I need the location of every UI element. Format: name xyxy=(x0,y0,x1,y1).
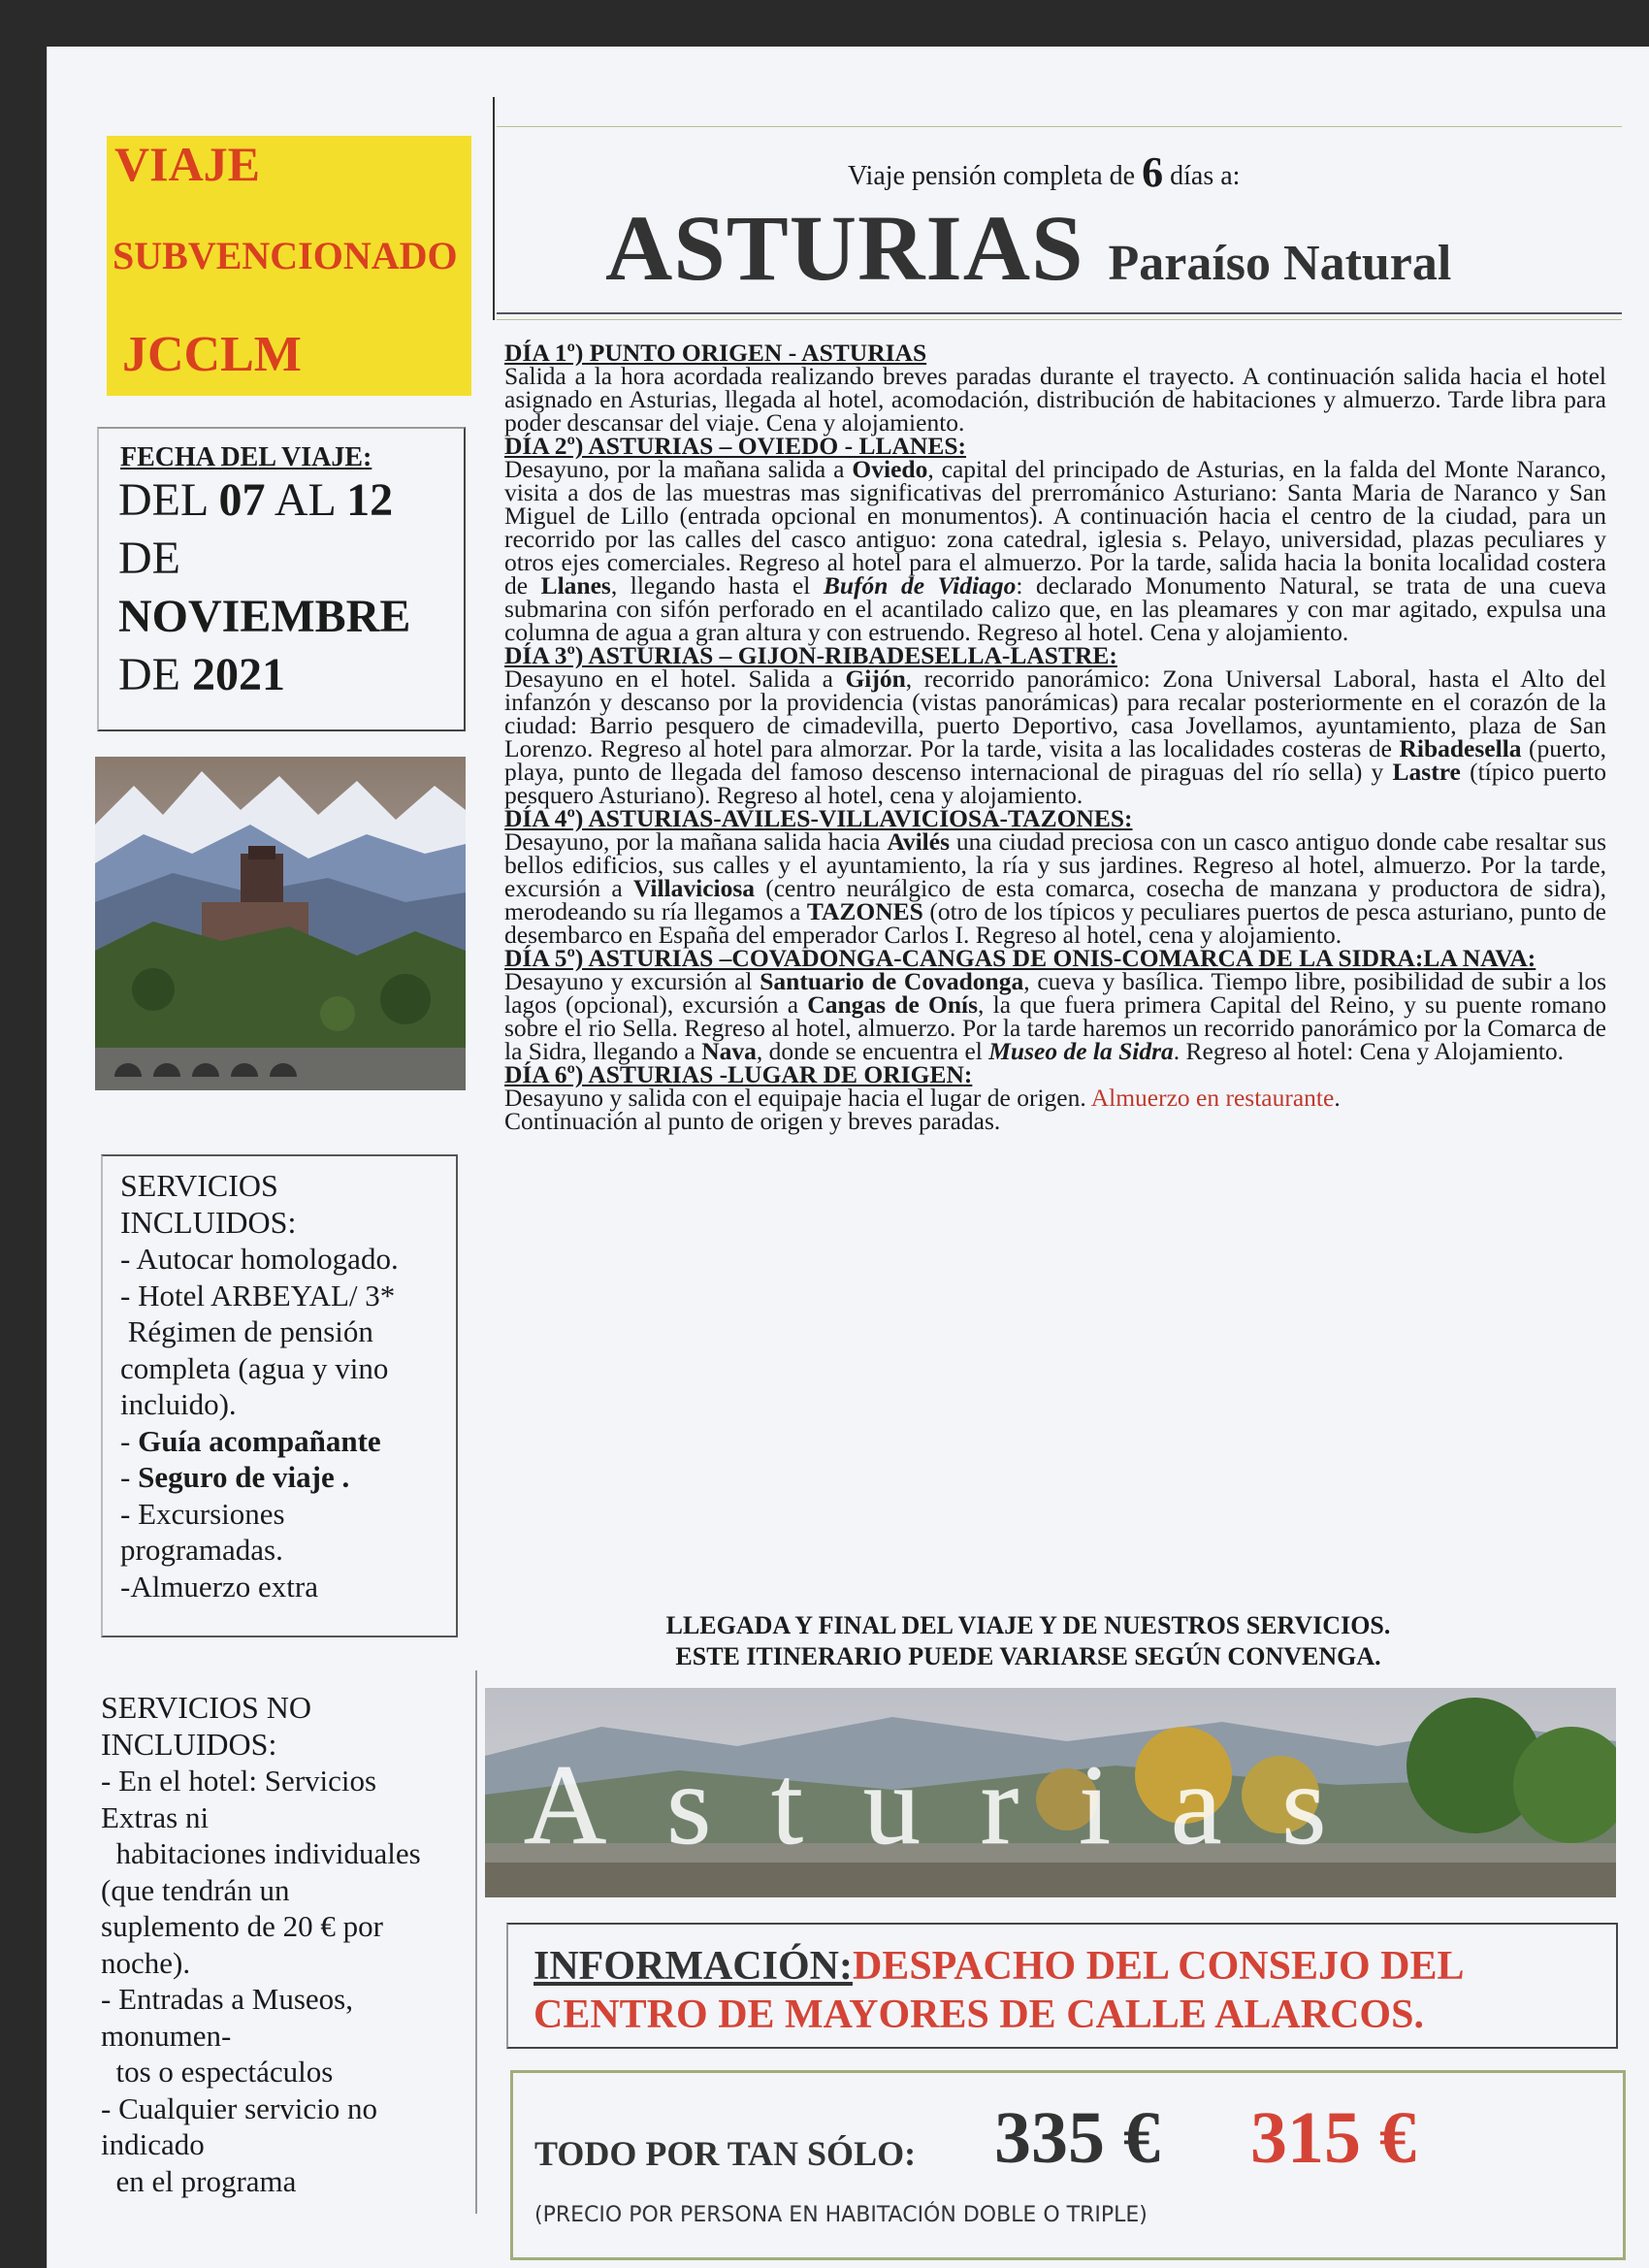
badge-line-3: JCCLM xyxy=(122,327,302,382)
trip-date-line-1 xyxy=(118,471,393,530)
badge-line-1: VIAJE xyxy=(114,137,261,191)
day-2-heading: DÍA 2º) ASTURIAS – OVIEDO - LLANES: xyxy=(504,432,967,460)
included-item: Régimen de pensión xyxy=(120,1314,373,1348)
not-included-item: - Cualquier servicio no xyxy=(101,2090,377,2125)
day-5-heading: DÍA 5º) ASTURIAS –COVADONGA-CANGAS DE ONIS-COMARCA DE LA SIDRA:LA NAVA: xyxy=(504,944,1536,972)
not-included-item: en el programa xyxy=(101,2163,297,2198)
title-subtitle: Paraíso Natural xyxy=(1108,236,1452,291)
not-included-item: tos o espectáculos xyxy=(101,2055,334,2089)
closing-line-1: LLEGADA Y FINAL DEL VIAJE Y DE NUESTROS SERVICIOS. xyxy=(665,1611,1391,1639)
subtitle-text: días a: xyxy=(1170,161,1241,191)
day-3-text: Desayuno en el hotel. Salida a Gijón, recorrido panorámico: Zona Universal Laboral, hasta el Alto del infanzón y descanso por la providencia (vistas panorámicas) para recalar posteriormente en el corazón de la ciudad: Barrio pesquero de cimadevilla, puerto Deportivo, casa Jovellamos, ayuntamiento, plaza de San Lorenzo. Regreso al hotel para almorzar. Por la tarde, visita a las localidades costeras de Ribadesella (puerto, playa, punto de llegada del famoso descenso internacional de piraguas del río sella) y Lastre (típico puerto pesquero Asturiano). Regreso al hotel, cena y alojamiento. xyxy=(504,664,1606,809)
day-2-text: Desayuno, por la mañana salida a Oviedo, capital del principado de Asturias, en la falda del Monte Naranco, visita a dos de las muestras mas significativas del prerrománico Asturiano: Santa Maria de Naranco y San Miguel de Lillo (entrada opcional en monumentos). A continuación hacia el centro de la ciudad, para un recorrido por las calles del casco antiguo: zona catedral, iglesia s. Pelayo, universidad, plazas peculiares y otros ejes comerciales. Regreso al hotel para el almuerzo. Por la tarde, salida hacia la bonita localidad costera de Llanes, llegando hasta el Bufón de Vidiago: declarado Monumento Natural, se trata de una cueva submarina con sifón perforado en el acantilado calizo que, en las pleamares y con mar agitado, expulsa una columna de agua a gran altura y con estruendo. Regreso al hotel. Cena y alojamiento. xyxy=(504,455,1606,646)
day-4-text: Desayuno, por la mañana salida hacia Avilés una ciudad preciosa con un casco antiguo donde cabe resaltar sus bellos edificios, sus calles y el ayuntamiento, la ría y sus jardines. Regreso al hotel, almuerzo. Por la tarde, excursión a Villaviciosa (centro neurálgico de esta comarca, cosecha de manzana y productora de sidra), merodeando su ría llegamos a TAZONES (otro de los típicos y peculiares puertos de pesca asturiano, punto de desembarco en España del emperador Carlos I. Regreso al hotel, cena y alojamiento. xyxy=(504,827,1606,949)
not-included-item: (que tendrán un xyxy=(101,1872,290,1907)
included-item: - Excursiones xyxy=(120,1496,285,1531)
day-6-heading: DÍA 6º) ASTURIAS -LUGAR DE ORIGEN: xyxy=(504,1060,973,1088)
included-services-box xyxy=(101,1154,458,1637)
date-start-day: 07 xyxy=(218,474,266,526)
included-services-title-2: INCLUIDOS: xyxy=(120,1204,297,1240)
mountain-village-image xyxy=(95,757,466,1090)
asturias-banner-image xyxy=(485,1688,1616,1897)
included-item: incluido). xyxy=(120,1387,237,1421)
date-word: DE xyxy=(118,649,180,700)
old-price: 335 € xyxy=(994,2097,1160,2179)
not-included-title-1: SERVICIOS NO xyxy=(101,1690,312,1725)
trip-date-month: NOVIEMBRE xyxy=(118,591,411,642)
not-included-item: indicado xyxy=(101,2127,205,2161)
page-title xyxy=(605,194,1451,302)
not-included-item: suplemento de 20 € por xyxy=(101,1909,384,1943)
mountain-village-photo xyxy=(95,757,466,1090)
trip-date-box xyxy=(97,427,466,731)
subtitle-text: Viaje pensión completa de xyxy=(848,161,1136,191)
information-label: INFORMACIÓN: xyxy=(534,1944,853,1989)
itinerary xyxy=(504,341,1606,1133)
badge-line-2: SUBVENCIONADO xyxy=(113,234,458,277)
day-4-heading: DÍA 4º) ASTURIAS-AVILES-VILLAVICIOSA-TAZONES: xyxy=(504,804,1133,832)
divider xyxy=(497,319,1622,320)
date-word: AL xyxy=(274,474,336,526)
information-text xyxy=(534,1942,1464,2039)
date-year: 2021 xyxy=(191,649,285,700)
banner-word: Asturias xyxy=(524,1741,1387,1868)
price-note: (PRECIO POR PERSONA EN HABITACIÓN DOBLE O TRIPLE) xyxy=(534,2203,1148,2227)
information-line-2: CENTRO DE MAYORES DE CALLE ALARCOS. xyxy=(534,1993,1424,2037)
closing-line-2: ESTE ITINERARIO PUEDE VARIARSE SEGÚN CONVENGA. xyxy=(675,1642,1381,1670)
subsidy-badge xyxy=(107,136,471,396)
not-included-item: - Entradas a Museos, xyxy=(101,1982,353,2016)
title-asturias: ASTURIAS xyxy=(605,196,1084,300)
asturias-banner xyxy=(485,1688,1616,1897)
divider xyxy=(493,97,495,320)
not-included-title-2: INCLUIDOS: xyxy=(101,1726,277,1762)
not-included-item: noche). xyxy=(101,1945,191,1980)
information-box xyxy=(506,1923,1618,2049)
day-1-text: Salida a la hora acordada realizando breves paradas durante el trayecto. A continuación salida hacia el hotel asignado en Asturias, llegada al hotel, acomodación, distribución de habitaciones y almuerzo. Tarde libra para poder descansar del viaje. Cena y alojamiento. xyxy=(504,362,1606,437)
divider xyxy=(497,126,1622,127)
not-included-item: - En el hotel: Servicios xyxy=(101,1764,377,1798)
included-item: programadas. xyxy=(120,1533,283,1567)
information-line-1: DESPACHO DEL CONSEJO DEL xyxy=(852,1944,1465,1989)
divider xyxy=(475,1670,477,2214)
included-item: completa (agua y vino xyxy=(120,1350,389,1385)
day-1-heading: DÍA 1º) PUNTO ORIGEN - ASTURIAS xyxy=(504,339,927,367)
not-included-item: Extras ni xyxy=(101,1799,210,1834)
trip-date-line-4 xyxy=(118,646,285,704)
included-services-title-1: SERVICIOS xyxy=(120,1168,278,1203)
trip-date-label: FECHA DEL VIAJE: xyxy=(120,442,372,472)
trip-days: 6 xyxy=(1142,148,1164,196)
trip-subtitle xyxy=(848,147,1240,197)
not-included-item: habitaciones individuales xyxy=(101,1836,421,1870)
price-label: TODO POR TAN SÓLO: xyxy=(534,2134,917,2173)
trip-date-line-2: DE xyxy=(118,533,180,584)
not-included-services xyxy=(101,1690,469,2199)
included-item: - Hotel ARBEYAL/ 3* xyxy=(120,1278,396,1312)
day-6-text: Desayuno y salida con el equipaje hacia el lugar de origen. Almuerzo en restaurante. Continuación al punto de origen y breves paradas. xyxy=(504,1084,1341,1135)
included-item: - Autocar homologado. xyxy=(120,1242,399,1276)
included-item: - Seguro de viaje . xyxy=(120,1460,350,1494)
included-item: - Guía acompañante xyxy=(120,1423,381,1458)
price-box xyxy=(510,2070,1626,2260)
included-item: -Almuerzo extra xyxy=(120,1569,318,1604)
day-3-heading: DÍA 3º) ASTURIAS – GIJON-RIBADESELLA-LASTRE: xyxy=(504,641,1117,669)
date-word: DEL xyxy=(118,474,208,526)
divider xyxy=(497,312,1622,314)
date-end-day: 12 xyxy=(346,474,394,526)
new-price: 315 € xyxy=(1250,2097,1416,2179)
day-5-text: Desayuno y excursión al Santuario de Covadonga, cueva y basílica. Tiempo libre, posibilidad de subir a los lagos (opcional), excursión a Cangas de Onís, la que fuera primera Capital del Reino, y su puente romano sobre el rio Sella. Regreso al hotel, almuerzo. Por la tarde haremos un recorrido panorámico por la Comarca de la Sidra, llegando a Nava, donde se encuentra el Museo de la Sidra. Regreso al hotel: Cena y Alojamiento. xyxy=(504,967,1606,1065)
not-included-item: monumen- xyxy=(101,2018,232,2053)
itinerary-closing xyxy=(504,1610,1552,1672)
